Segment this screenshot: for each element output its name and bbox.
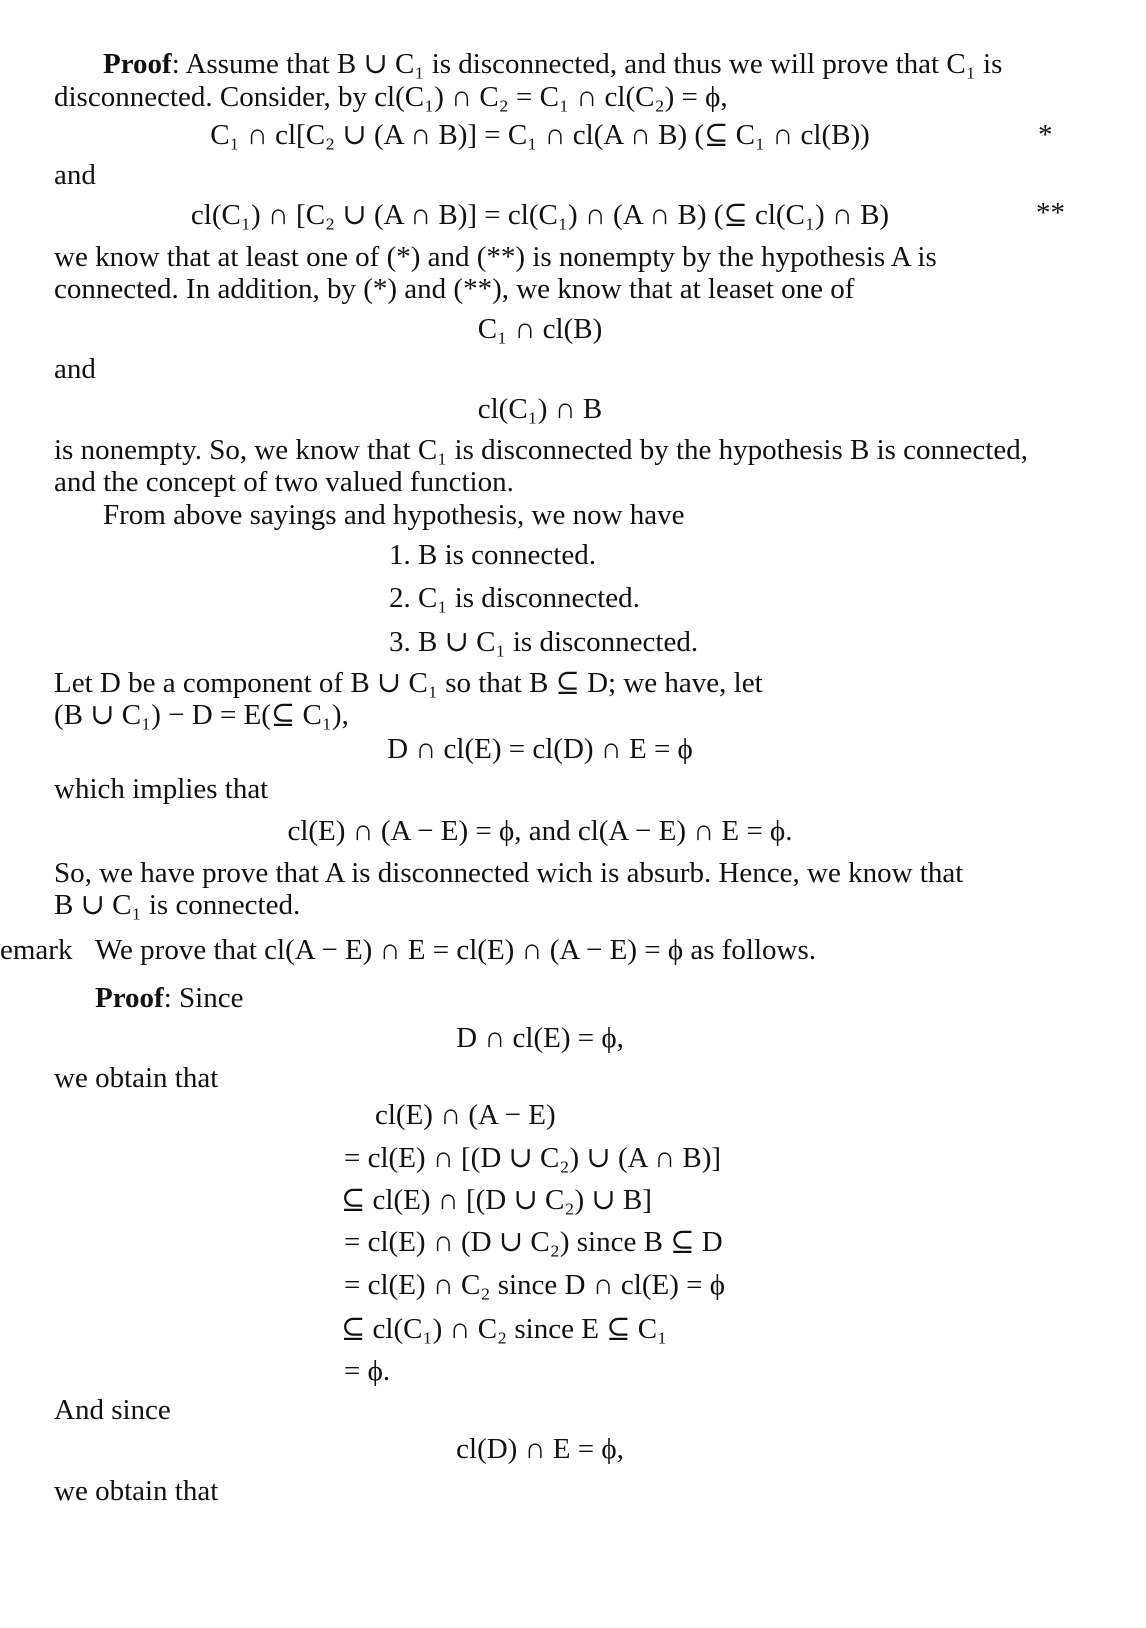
paragraph-4-line-1: Let D be a component of B ∪ C₁ so that B ⊆ D; we have, let [54,667,763,699]
proof-line-1-text: : Assume that B ∪ C₁ is disconnected, and thus we will prove that C₁ is [171,48,1003,80]
paragraph-3-line-3: From above sayings and hypothesis, we now have [103,499,685,531]
equation-double-star-tag: ** [1036,197,1065,229]
chain-line-2: = cl(E) ∩ [(D ∪ C₂) ∪ (A ∩ B)] [344,1142,722,1174]
equation-star: C₁ ∩ cl[C₂ ∪ (A ∩ B)] = C₁ ∩ cl(A ∩ B) (⊆ C₁ ∩ cl(B)) [210,119,870,151]
paragraph-3-line-2: and the concept of two valued function. [54,466,514,498]
equation-cle-cap-a-minus-e: cl(E) ∩ (A − E) = ϕ, and cl(A − E) ∩ E = ϕ. [287,815,793,847]
paragraph-5-line-2: B ∪ C₁ is connected. [54,889,301,921]
equation-d-cap-cle: D ∩ cl(E) = cl(D) ∩ E = ϕ [387,733,693,765]
chain-line-1: cl(E) ∩ (A − E) [375,1099,556,1131]
remark-proof-label: Proof [95,982,164,1014]
remark-proof-text: : Since [163,982,244,1014]
paragraph-5-line-1: So, we have prove that A is disconnected wich is absurb. Hence, we know that [54,857,964,889]
equation-clc1-cap-b: cl(C₁) ∩ B [477,393,603,425]
chain-line-6: ⊆ cl(C₁) ∩ C₂ since E ⊆ C₁ [341,1313,668,1345]
remark-proof-line [95,981,243,1015]
paragraph-2-line-1: we know that at least one of (*) and (**) is nonempty by the hypothesis A is [54,241,937,273]
remark-label: emark [0,934,73,966]
proof-paragraph-line-1 [103,47,1002,81]
we-obtain-text-2: we obtain that [54,1475,219,1507]
and-since-text: And since [54,1394,171,1426]
equation-cld-cap-e-phi: cl(D) ∩ E = ϕ, [456,1433,624,1465]
list-item-1: 1. B is connected. [389,539,596,571]
and-text-2: and [54,353,96,385]
and-text-1: and [54,159,96,191]
proof-label: Proof [103,48,172,80]
remark-text: We prove that cl(A − E) ∩ E = cl(E) ∩ (A − E) = ϕ as follows. [95,934,817,966]
chain-line-3: ⊆ cl(E) ∩ [(D ∪ C₂) ∪ B] [341,1184,652,1216]
equation-star-tag: * [1038,119,1053,151]
paragraph-4-line-2: (B ∪ C₁) − D = E(⊆ C₁), [54,699,349,731]
list-item-2: 2. C₁ is disconnected. [389,582,640,614]
which-implies-text: which implies that [54,773,269,805]
list-item-3: 3. B ∪ C₁ is disconnected. [389,626,699,658]
equation-c1-cap-clb: C₁ ∩ cl(B) [477,313,603,345]
paragraph-3-line-1: is nonempty. So, we know that C₁ is disconnected by the hypothesis B is connected, [54,434,1028,466]
chain-line-7: = ϕ. [344,1355,391,1387]
chain-line-4: = cl(E) ∩ (D ∪ C₂) since B ⊆ D [344,1226,723,1258]
equation-double-star: cl(C₁) ∩ [C₂ ∪ (A ∩ B)] = cl(C₁) ∩ (A ∩ B) (⊆ cl(C₁) ∩ B) [190,199,890,231]
proof-paragraph-line-2: disconnected. Consider, by cl(C₁) ∩ C₂ = C₁ ∩ cl(C₂) = ϕ, [54,81,728,113]
paragraph-2-line-2: connected. In addition, by (*) and (**), we know that at leaset one of [54,273,855,305]
chain-line-5: = cl(E) ∩ C₂ since D ∩ cl(E) = ϕ [344,1269,726,1301]
equation-d-cap-cle-phi: D ∩ cl(E) = ϕ, [456,1022,624,1054]
we-obtain-text-1: we obtain that [54,1062,219,1094]
